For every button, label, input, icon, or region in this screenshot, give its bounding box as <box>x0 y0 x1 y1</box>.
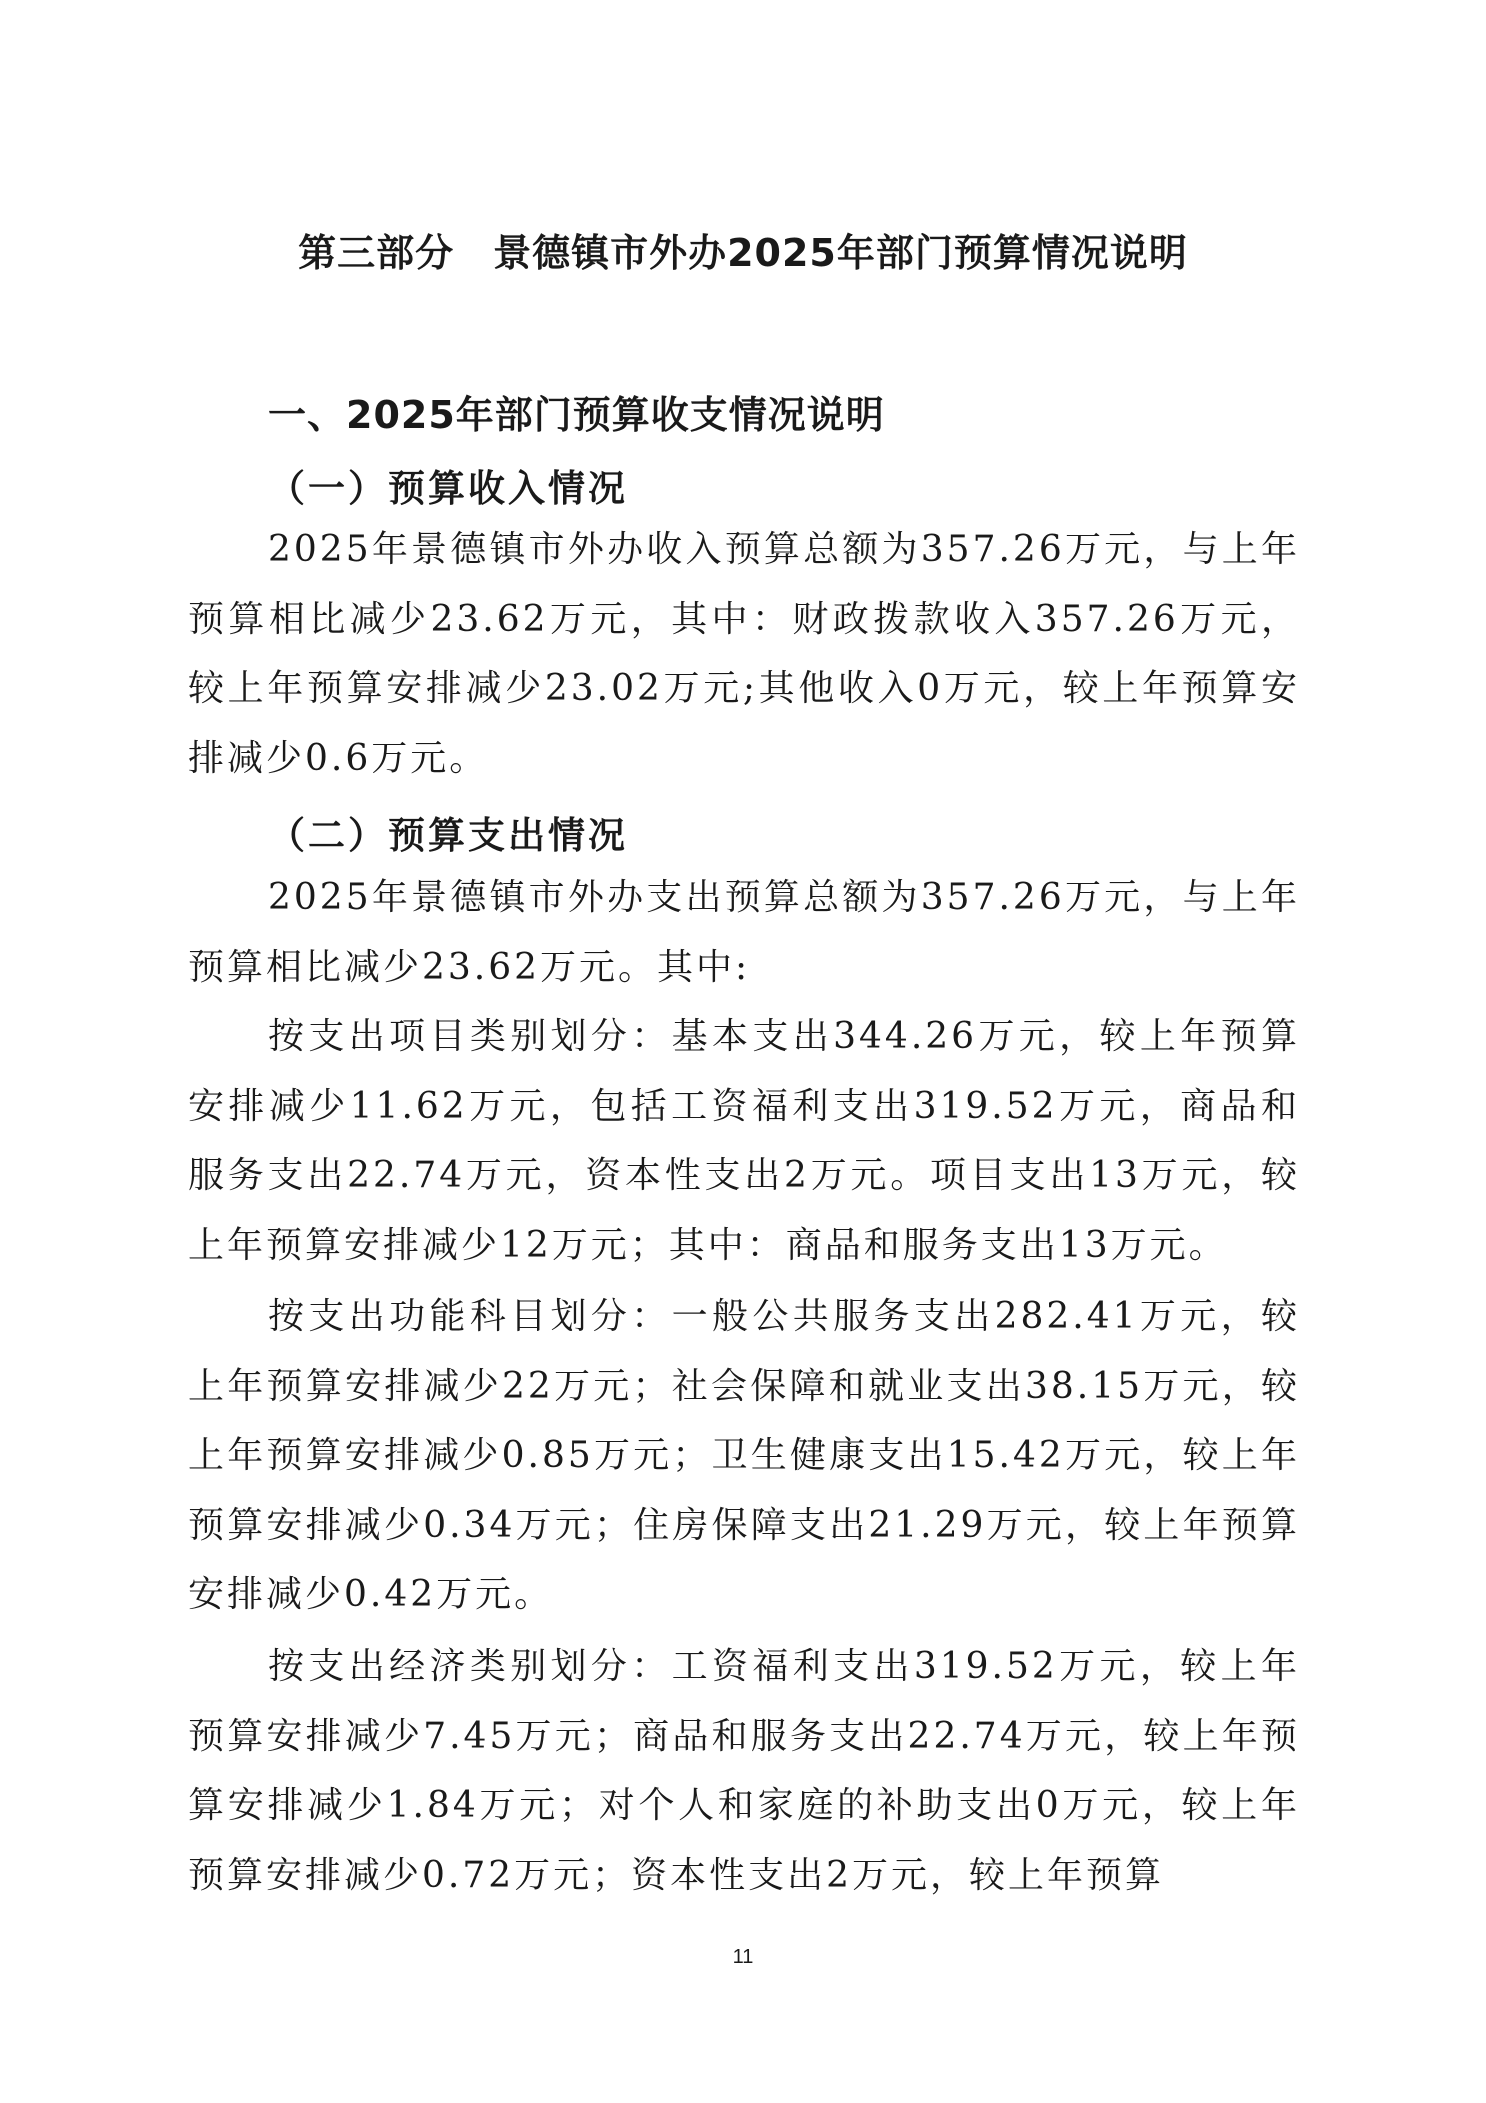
subsection-heading-expenditure: （二）预算支出情况 <box>268 813 628 857</box>
paragraph-expenditure-total: 2025年景德镇市外办支出预算总额为357.26万元，与上年预算相比减少23.62万元。其中: <box>188 877 1300 988</box>
paragraph-expenditure-by-function: 按支出功能科目划分：一般公共服务支出282.41万元，较上年预算安排减少22万元；社会保障和就业支出38.15万元，较上年预算安排减少0.85万元；卫生健康支出15.42万元，较上年预算安排减少0.34万元；住房保障支出21.29万元，较上年预算安排减少0.42万元。 <box>188 1296 1300 1615</box>
paragraph-expenditure-by-project: 按支出项目类别划分：基本支出344.26万元，较上年预算安排减少11.62万元，包括工资福利支出319.52万元，商品和服务支出22.74万元，资本性支出2万元。项目支出13万元，较上年预算安排减少12万元；其中：商品和服务支出13万元。 <box>188 1016 1300 1266</box>
page-number: 11 <box>732 1946 754 1968</box>
paragraph-income: 2025年景德镇市外办收入预算总额为357.26万元，与上年预算相比减少23.62万元，其中：财政拨款收入357.26万元，较上年预算安排减少23.02万元;其他收入0万元，较上年预算安排减少0.6万元。 <box>188 529 1300 779</box>
section-heading: 一、2025年部门预算收支情况说明 <box>268 393 885 437</box>
paragraph-expenditure-by-economic: 按支出经济类别划分：工资福利支出319.52万元，较上年预算安排减少7.45万元；商品和服务支出22.74万元，较上年预算安排减少1.84万元；对个人和家庭的补助支出0万元，较上年预算安排减少0.72万元；资本性支出2万元，较上年预算 <box>188 1646 1300 1896</box>
document-title: 第三部分 景德镇市外办2025年部门预算情况说明 <box>298 231 1188 275</box>
subsection-heading-income: （一）预算收入情况 <box>268 466 628 510</box>
